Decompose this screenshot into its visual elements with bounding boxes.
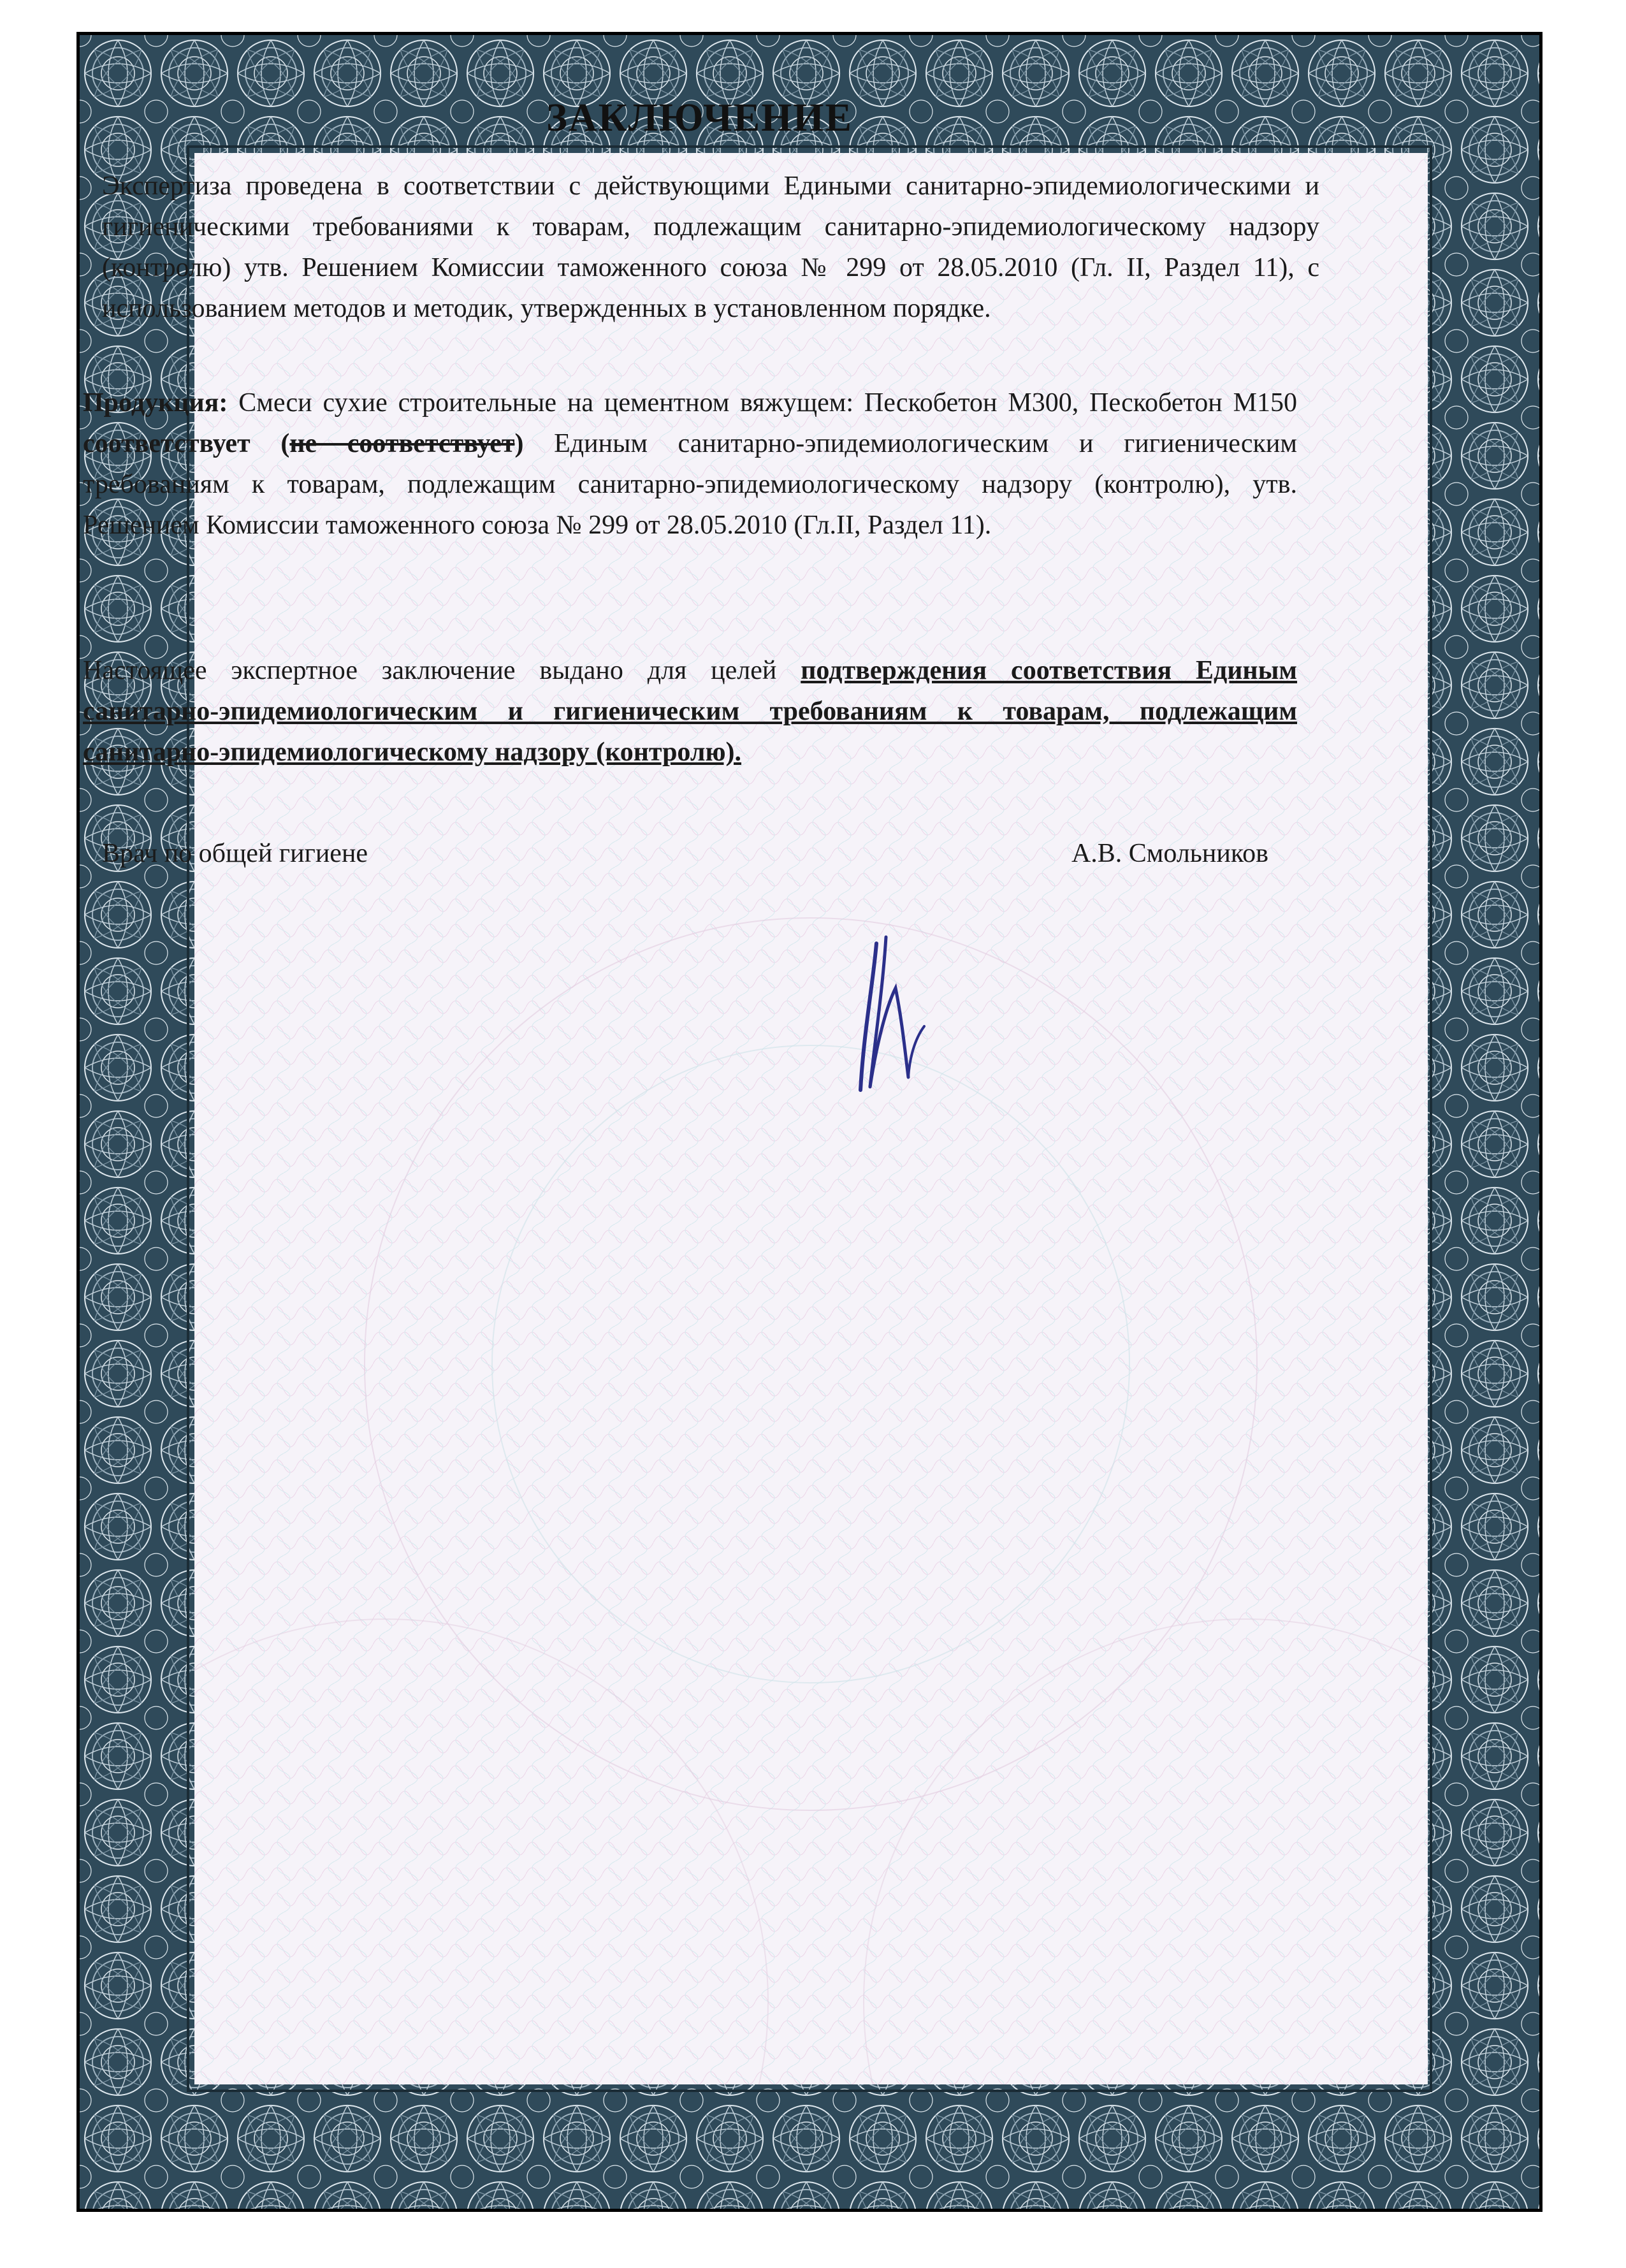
purpose-underlined: подтверждения соответствия Единым санитарно-эпидемиологическим и гигиеническим требованиям к товарам, подлежащим санитарно-эпидемиологическому надзору (контролю). — [83, 656, 1298, 767]
conforms-word: соответствует — [83, 429, 250, 458]
signatory-name: А.В. Смольников — [1071, 839, 1268, 868]
signature-row — [102, 838, 1268, 876]
paren-close: ) — [514, 429, 524, 458]
paragraph-purpose — [83, 650, 1297, 773]
product-label: Продукция: — [83, 388, 228, 418]
document-title: ЗАКЛЮЧЕНИЕ — [546, 96, 853, 140]
handwritten-signature — [851, 931, 953, 1096]
paren-open: ( — [250, 429, 290, 458]
product-text-b: Единым санитарно-эпидемиологическим и гигиеническим требованиям к товарам, подлежащим санитарно-эпидемиологическому надзору (контролю), утв. Решением Комиссии таможенного союза № 299 от 28.05.2010 (Гл.II, Раздел 11). — [83, 429, 1297, 540]
paragraph-expertise: Экспертиза проведена в соответствии с действующими Едиными санитарно-эпидемиологическими и гигиеническими требованиями к товарам, подлежащим санитарно-эпидемиологическому надзору (контролю) утв. Решением Комиссии таможенного союза № 299 от 28.05.2010 (Гл. II, Раздел 11), с использованием методов и методик, утвержденных в установленном порядке. — [102, 171, 1319, 323]
product-text-a: Смеси сухие строительные на цементном вяжущем: Пескобетон М300, Пескобетон М150 — [228, 388, 1297, 418]
security-border-frame — [76, 32, 1543, 2212]
not-conforms-strikethrough: не соответствует — [289, 429, 515, 458]
paragraph-product — [83, 382, 1297, 546]
signatory-role: Врач по общей гигиене — [102, 839, 368, 868]
purpose-text-a: Настоящее экспертное заключение выдано для целей — [83, 656, 801, 685]
